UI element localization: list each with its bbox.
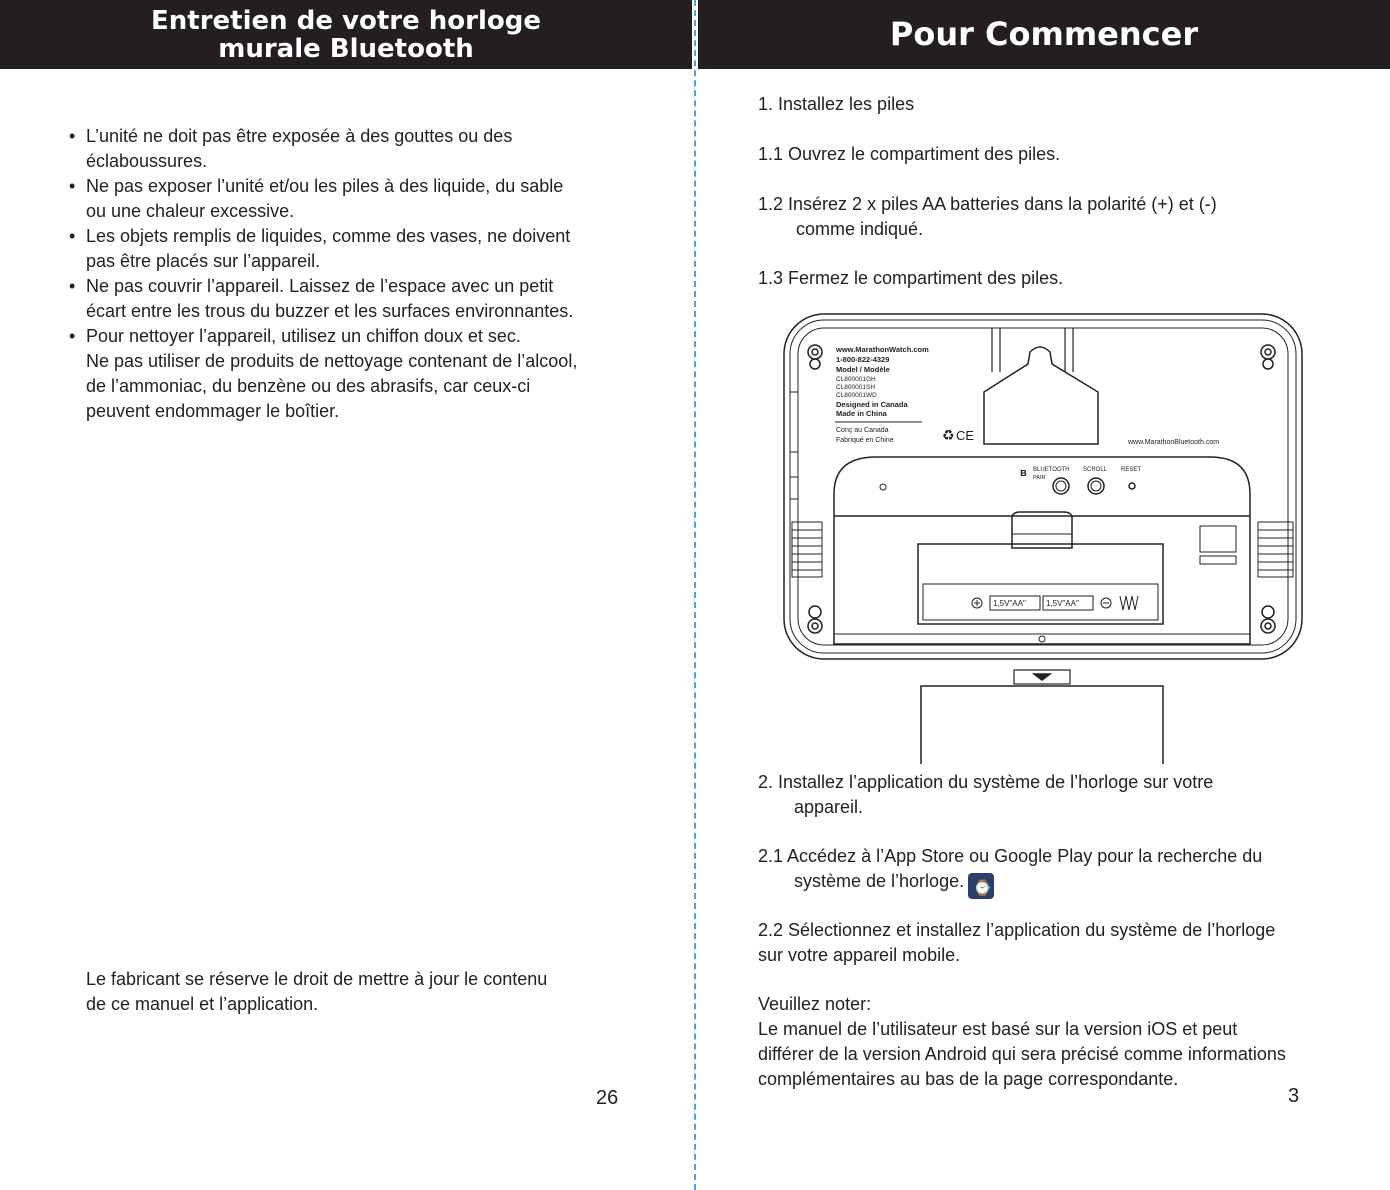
page-number-left: 26 <box>596 1087 619 1109</box>
pair-label: PAIR <box>1033 475 1046 481</box>
scroll-button <box>1088 478 1104 494</box>
step-line: comme indiqué. <box>796 219 924 239</box>
bullet-line: Ne pas utiliser de produits de nettoyage contenant de l’alcool, <box>86 351 578 371</box>
list-item <box>66 224 666 274</box>
sensor-slot <box>1200 556 1236 564</box>
step-line: 2. Installez l’application du système de l’horloge sur votre <box>758 772 1214 792</box>
care-instructions-list <box>66 124 666 424</box>
label-model: Model / Modèle <box>836 365 890 374</box>
step-line: 2.1 Accédez à l’App Store ou Google Play pour la recherche du <box>758 846 1263 866</box>
screw-icon <box>1263 359 1273 369</box>
note-line: différer de la version Android qui sera précisé comme informations <box>758 1044 1286 1064</box>
bluetooth-button <box>1056 481 1066 491</box>
bullet-line: écart entre les trous du buzzer et les surfaces environnantes. <box>86 301 574 321</box>
label-url: www.MarathonWatch.com <box>836 345 929 354</box>
clock-back-diagram <box>780 312 1310 767</box>
right-page-title: Pour Commencer <box>889 15 1199 53</box>
bullet-line: éclaboussures. <box>86 151 208 171</box>
bullet-line: ou une chaleur excessive. <box>86 201 295 221</box>
stand-leg <box>921 686 1163 764</box>
label-code: CL800001GH <box>836 376 876 383</box>
label-url-bluetooth: www.MarathonBluetooth.com <box>1128 439 1220 446</box>
list-item <box>66 324 666 424</box>
note-line: complémentaires au bas de la page correspondante. <box>758 1069 1179 1089</box>
side-tab <box>790 392 798 452</box>
screw-icon <box>1265 623 1271 629</box>
screw-icon <box>812 349 818 355</box>
spring-icon <box>1120 596 1138 610</box>
label-code: CL800001SH <box>836 384 876 391</box>
screw-icon <box>1261 345 1275 359</box>
list-item <box>66 274 666 324</box>
sensor-box <box>1200 526 1236 552</box>
screw-icon <box>1265 349 1271 355</box>
screw-icon <box>812 623 818 629</box>
vent-slots <box>792 530 822 570</box>
left-page-title-line2: murale Bluetooth <box>218 34 474 64</box>
list-item <box>66 174 666 224</box>
bullet-line: peuvent endommager le boîtier. <box>86 401 340 421</box>
indicator-hole <box>880 484 886 490</box>
label-made: Made in China <box>836 409 887 418</box>
bullet-line: • L’unité ne doit pas être exposée à des gouttes ou des <box>86 126 513 146</box>
bullet-line: de l’ammoniac, du benzène ou des abrasifs, car ceux-ci <box>86 376 531 396</box>
list-item <box>66 124 666 174</box>
reset-label: RESET <box>1121 467 1142 473</box>
step-2-2 <box>758 918 1275 968</box>
scroll-label: SCROLL <box>1083 467 1108 473</box>
reset-button <box>1129 483 1135 489</box>
note-line: Le manuel de l’utilisateur est basé sur la version iOS et peut <box>758 1019 1238 1039</box>
screw-icon <box>809 606 821 618</box>
left-page-header <box>0 0 692 69</box>
label-code: CL800001WD <box>836 392 877 399</box>
bluetooth-button <box>1053 478 1069 494</box>
note-block <box>758 992 1286 1092</box>
note-line: de ce manuel et l’application. <box>86 994 319 1014</box>
right-page-header <box>698 0 1390 69</box>
side-tab <box>790 477 798 499</box>
bullet-line: • Pour nettoyer l’appareil, utilisez un chiffon doux et sec. <box>86 326 521 346</box>
step-line: sur votre appareil mobile. <box>758 945 961 965</box>
screw-icon <box>808 619 822 633</box>
recycle-icon: ♻ <box>942 427 955 443</box>
bullet-line: • Ne pas exposer l’unité et/ou les piles à des liquide, du sable <box>86 176 564 196</box>
wall-hanger <box>984 347 1098 444</box>
plus-sign-icon <box>974 600 980 606</box>
bullet-line: • Ne pas couvrir l’appareil. Laissez de l’espace avec un petit <box>86 276 554 296</box>
step-1-1: 1.1 Ouvrez le compartiment des piles. <box>758 144 1061 164</box>
step-1-2 <box>758 192 1217 242</box>
screw-icon <box>808 345 822 359</box>
bluetooth-label: BLUETOOTH <box>1033 467 1070 473</box>
battery-label-2: 1,5V"AA" <box>1046 599 1079 608</box>
screw-icon <box>1261 619 1275 633</box>
app-icon <box>968 873 994 899</box>
label-fab: Fabriqué en Chine <box>836 437 894 444</box>
screw-icon <box>1262 606 1274 618</box>
label-designed: Designed in Canada <box>836 400 908 409</box>
step-line: 2.2 Sélectionnez et installez l’application du système de l’horloge <box>758 920 1276 940</box>
page-number-right: 3 <box>1288 1085 1300 1107</box>
label-phone: 1-800-822-4329 <box>836 355 890 364</box>
ce-mark: CE <box>956 428 975 443</box>
scroll-button <box>1091 481 1101 491</box>
bluetooth-icon: ʙ <box>1020 467 1027 479</box>
step-line: système de l’horloge. <box>794 871 965 891</box>
battery-label-1: 1,5V"AA" <box>993 599 1026 608</box>
step-2-1 <box>758 844 1262 895</box>
battery-latch <box>1012 512 1072 548</box>
bottom-hole <box>1039 636 1045 642</box>
note-line: Le fabricant se réserve le droit de mettre à jour le contenu <box>86 969 548 989</box>
note-title: Veuillez noter: <box>758 994 872 1014</box>
manufacturer-note <box>86 967 646 1017</box>
label-conc: Conç au Canada <box>836 427 889 434</box>
bullet-line: pas être placés sur l’appareil. <box>86 251 321 271</box>
page-divider <box>694 0 696 1190</box>
screw-icon <box>810 359 820 369</box>
step-line: 1.2 Insérez 2 x piles AA batteries dans la polarité (+) et (-) <box>758 194 1217 214</box>
left-page-title-line1: Entretien de votre horloge <box>151 6 541 36</box>
step-2 <box>758 770 1213 820</box>
bullet-line: • Les objets remplis de liquides, comme des vases, ne doivent <box>86 226 571 246</box>
step-line: appareil. <box>794 797 864 817</box>
step-1: 1. Installez les piles <box>758 94 915 114</box>
step-1-3: 1.3 Fermez le compartiment des piles. <box>758 268 1064 288</box>
battery-panel <box>834 457 1250 644</box>
arrow-down-icon <box>1034 674 1050 680</box>
